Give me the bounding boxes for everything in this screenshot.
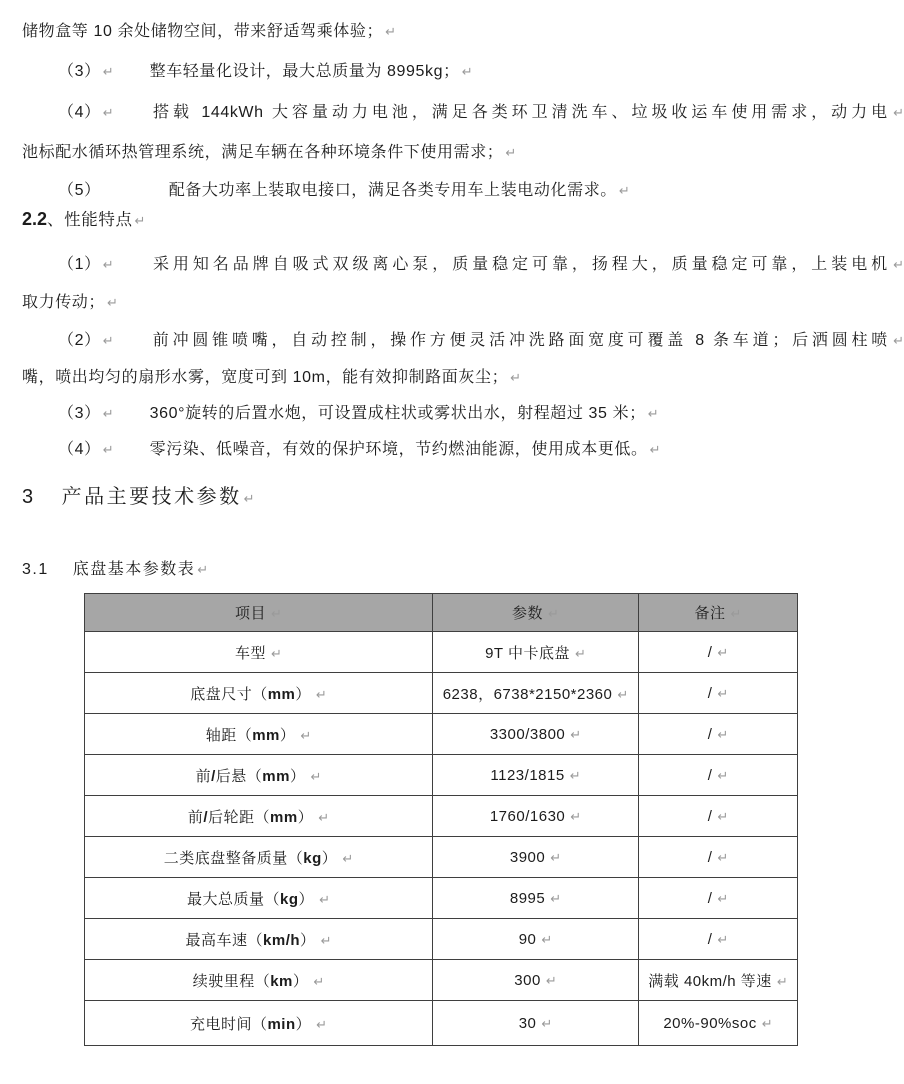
paragraph-mark-icon: ↵: [271, 646, 282, 662]
item-cell: [85, 878, 433, 919]
list-item-text: 配备大功率上装取电接口，满足各类专用车上装电动化需求。: [168, 182, 617, 199]
note-text: 20%-90%soc: [663, 1014, 757, 1032]
header-label: 参数: [512, 605, 544, 622]
item-text: 续驶里程（km）: [192, 972, 309, 990]
chassis-parameters-table: [84, 593, 798, 1046]
paragraph-mark-icon: ↵: [761, 1016, 773, 1032]
paragraph-text: 储物盒等 10 余处储物空间，带来舒适驾乘体验；: [22, 23, 384, 40]
note-cell: [639, 755, 798, 796]
param-cell: [433, 755, 639, 796]
item-text: 充电时间（min）: [189, 1015, 312, 1033]
paragraph-mark-icon: ↵: [550, 850, 562, 866]
table-row: [85, 837, 798, 878]
param-cell: [433, 714, 639, 755]
paragraph-mark-icon: ↵: [717, 768, 729, 784]
header-label: 项目: [235, 605, 267, 622]
item-text: 车型: [235, 644, 267, 662]
section-heading-3-1: [22, 556, 208, 579]
paragraph-mark-icon: ↵: [618, 184, 630, 199]
list-number: （4）: [58, 104, 101, 121]
paragraph-line: [22, 18, 396, 41]
paragraph-mark-icon: ↵: [893, 106, 904, 121]
paragraph-mark-icon: ↵: [320, 933, 332, 949]
item-text: 前/后悬（mm）: [195, 767, 306, 785]
param-cell: [433, 837, 639, 878]
list-item-line: [22, 58, 473, 81]
list-number: （5）: [58, 182, 101, 199]
param-cell: [433, 673, 639, 714]
item-cell: [85, 919, 433, 960]
note-cell: [639, 960, 798, 1001]
note-cell: [639, 1001, 798, 1046]
paragraph-mark-icon: ↵: [316, 1017, 328, 1033]
heading-number: 2.2: [22, 209, 48, 229]
paragraph-mark-icon: ↵: [570, 809, 582, 825]
paragraph-mark-icon: ↵: [541, 932, 553, 948]
paragraph-mark-icon: ↵: [134, 214, 146, 229]
paragraph-mark-icon: ↵: [107, 296, 118, 311]
paragraph-mark-icon: ↵: [461, 65, 473, 80]
param-cell: [433, 919, 639, 960]
param-text: 300: [514, 971, 541, 989]
paragraph-mark-icon: ↵: [545, 973, 557, 989]
paragraph-mark-icon: ↵: [510, 371, 522, 386]
note-cell: [639, 878, 798, 919]
paragraph-mark-icon: ↵: [717, 686, 729, 702]
paragraph-mark-icon: ↵: [313, 974, 325, 990]
paragraph-mark-icon: ↵: [271, 607, 282, 622]
paragraph-mark-icon: ↵: [893, 258, 904, 273]
list-item-text: 搭载 144kWh 大容量动力电池，满足各类环卫清洗车、垃圾收运车使用需求，动力电: [149, 104, 892, 121]
paragraph-mark-icon: ↵: [617, 687, 629, 703]
paragraph-mark-icon: ↵: [717, 932, 729, 948]
list-item-line: [22, 177, 630, 200]
note-cell: [639, 919, 798, 960]
section-heading-3: [22, 480, 255, 509]
list-item-text: 零污染、低噪音，有效的保护环境，节约燃油能源，使用成本更低。: [149, 441, 648, 458]
paragraph-mark-icon: ↵: [102, 443, 114, 458]
table-row: [85, 796, 798, 837]
paragraph-mark-icon: ↵: [649, 443, 661, 458]
list-item-line: [22, 400, 659, 423]
param-cell: [433, 796, 639, 837]
item-cell: [85, 837, 433, 878]
paragraph-mark-icon: ↵: [569, 768, 581, 784]
note-text: /: [707, 643, 713, 661]
paragraph-mark-icon: ↵: [342, 851, 354, 867]
paragraph-mark-icon: ↵: [717, 809, 729, 825]
list-item-text: 采用知名品牌自吸式双级离心泵，质量稳定可靠，扬程大，质量稳定可靠，上装电机: [149, 256, 892, 273]
paragraph-text: 池标配水循环热管理系统，满足车辆在各种环境条件下使用需求；: [22, 144, 504, 161]
header-label: 备注: [694, 605, 726, 622]
paragraph-mark-icon: ↵: [300, 728, 312, 744]
list-item-text: 360°旋转的后置水炮，可设置成柱状或雾状出水，射程超过 35 米；: [149, 405, 646, 422]
param-text: 6238，6738*2150*2360: [442, 685, 613, 703]
paragraph-mark-icon: ↵: [717, 645, 729, 661]
table-row: [85, 919, 798, 960]
param-text: 90: [518, 930, 537, 948]
paragraph-mark-icon: ↵: [893, 334, 904, 349]
item-cell: [85, 796, 433, 837]
item-text: 最大总质量（kg）: [187, 890, 315, 908]
item-text: 二类底盘整备质量（kg）: [163, 849, 338, 867]
heading-title: 底盘基本参数表: [72, 561, 196, 578]
paragraph-mark-icon: ↵: [717, 727, 729, 743]
note-text: /: [707, 930, 713, 948]
table-row: [85, 755, 798, 796]
heading-number: 3: [22, 486, 36, 508]
paragraph-mark-icon: ↵: [102, 334, 114, 349]
paragraph-mark-icon: ↵: [318, 810, 330, 826]
list-number: （2）: [58, 332, 101, 349]
paragraph-line: [22, 289, 118, 312]
list-number: （3）: [58, 63, 101, 80]
param-text: 3300/3800: [489, 725, 566, 743]
paragraph-mark-icon: ↵: [717, 891, 729, 907]
list-number: （3）: [58, 405, 101, 422]
list-item-line: [22, 436, 661, 459]
item-cell: [85, 632, 433, 673]
param-text: 1123/1815: [490, 766, 565, 784]
paragraph-mark-icon: ↵: [570, 727, 582, 743]
paragraph-text: 嘴，喷出均匀的扇形水雾，宽度可到 10m，能有效抑制路面灰尘；: [22, 369, 509, 386]
item-cell: [85, 673, 433, 714]
list-number: （4）: [58, 441, 101, 458]
heading-title: 产品主要技术参数: [61, 486, 242, 508]
table-row: [85, 1001, 798, 1046]
section-heading-2-2: [22, 206, 145, 230]
list-item-line: [22, 251, 904, 274]
item-cell: [85, 714, 433, 755]
param-cell: [433, 1001, 639, 1046]
table-header-cell-item: [85, 594, 433, 632]
paragraph-mark-icon: ↵: [575, 646, 586, 662]
note-cell: [639, 673, 798, 714]
paragraph-mark-icon: ↵: [102, 106, 114, 121]
note-text: /: [707, 848, 713, 866]
note-text: /: [707, 684, 713, 702]
table-row: [85, 673, 798, 714]
param-cell: [433, 632, 639, 673]
item-text: 最高车速（km/h）: [185, 931, 316, 949]
paragraph-mark-icon: ↵: [315, 687, 327, 703]
heading-number: 3.1: [22, 561, 49, 578]
item-cell: [85, 755, 433, 796]
paragraph-mark-icon: ↵: [102, 258, 114, 273]
paragraph-mark-icon: ↵: [505, 146, 517, 161]
note-text: 满载 40km/h 等速: [648, 972, 772, 990]
heading-separator: 、: [47, 211, 65, 229]
param-cell: [433, 960, 639, 1001]
table-header-cell-note: [639, 594, 798, 632]
param-text: 1760/1630: [489, 807, 566, 825]
list-item-line: [22, 327, 904, 350]
paragraph-text: 取力传动；: [22, 294, 106, 311]
paragraph-mark-icon: [101, 184, 103, 199]
note-cell: [639, 837, 798, 878]
paragraph-mark-icon: ↵: [385, 25, 396, 40]
paragraph-mark-icon: ↵: [102, 65, 114, 80]
param-text: 8995: [509, 889, 546, 907]
item-text: 前/后轮距（mm）: [187, 808, 314, 826]
paragraph-line: [22, 364, 521, 387]
paragraph-mark-icon: ↵: [717, 850, 729, 866]
note-text: /: [707, 725, 713, 743]
paragraph-mark-icon: ↵: [197, 563, 209, 578]
paragraph-mark-icon: ↵: [541, 1016, 553, 1032]
note-text: /: [707, 807, 713, 825]
table-row: [85, 878, 798, 919]
paragraph-mark-icon: ↵: [102, 407, 114, 422]
param-text: 9T 中卡底盘: [485, 644, 570, 662]
table-header-cell-param: [433, 594, 639, 632]
param-text: 30: [518, 1014, 537, 1032]
paragraph-mark-icon: ↵: [647, 407, 659, 422]
paragraph-mark-icon: ↵: [548, 607, 559, 622]
list-item-text: 整车轻量化设计，最大总质量为 8995kg；: [149, 63, 460, 80]
list-number: （1）: [58, 256, 101, 273]
table-row: [85, 714, 798, 755]
note-cell: [639, 796, 798, 837]
heading-title: 性能特点: [64, 211, 133, 229]
paragraph-mark-icon: ↵: [243, 492, 255, 507]
item-text: 轴距（mm）: [205, 726, 296, 744]
table-row: [85, 960, 798, 1001]
paragraph-mark-icon: ↵: [776, 974, 788, 990]
paragraph-line: [22, 139, 516, 162]
paragraph-mark-icon: ↵: [310, 769, 322, 785]
item-text: 底盘尺寸（mm）: [190, 685, 311, 703]
item-cell: [85, 1001, 433, 1046]
note-cell: [639, 714, 798, 755]
table-header-row: [85, 594, 798, 632]
param-cell: [433, 878, 639, 919]
item-cell: [85, 960, 433, 1001]
paragraph-mark-icon: ↵: [550, 891, 562, 907]
list-item-line: [22, 99, 904, 122]
table-row: [85, 632, 798, 673]
param-text: 3900: [509, 848, 546, 866]
list-item-text: 前冲圆锥喷嘴，自动控制，操作方便灵活冲洗路面宽度可覆盖 8 条车道；后洒圆柱喷: [149, 332, 892, 349]
note-cell: [639, 632, 798, 673]
paragraph-mark-icon: ↵: [730, 607, 742, 622]
note-text: /: [707, 889, 713, 907]
note-text: /: [707, 766, 713, 784]
paragraph-mark-icon: ↵: [319, 892, 330, 908]
